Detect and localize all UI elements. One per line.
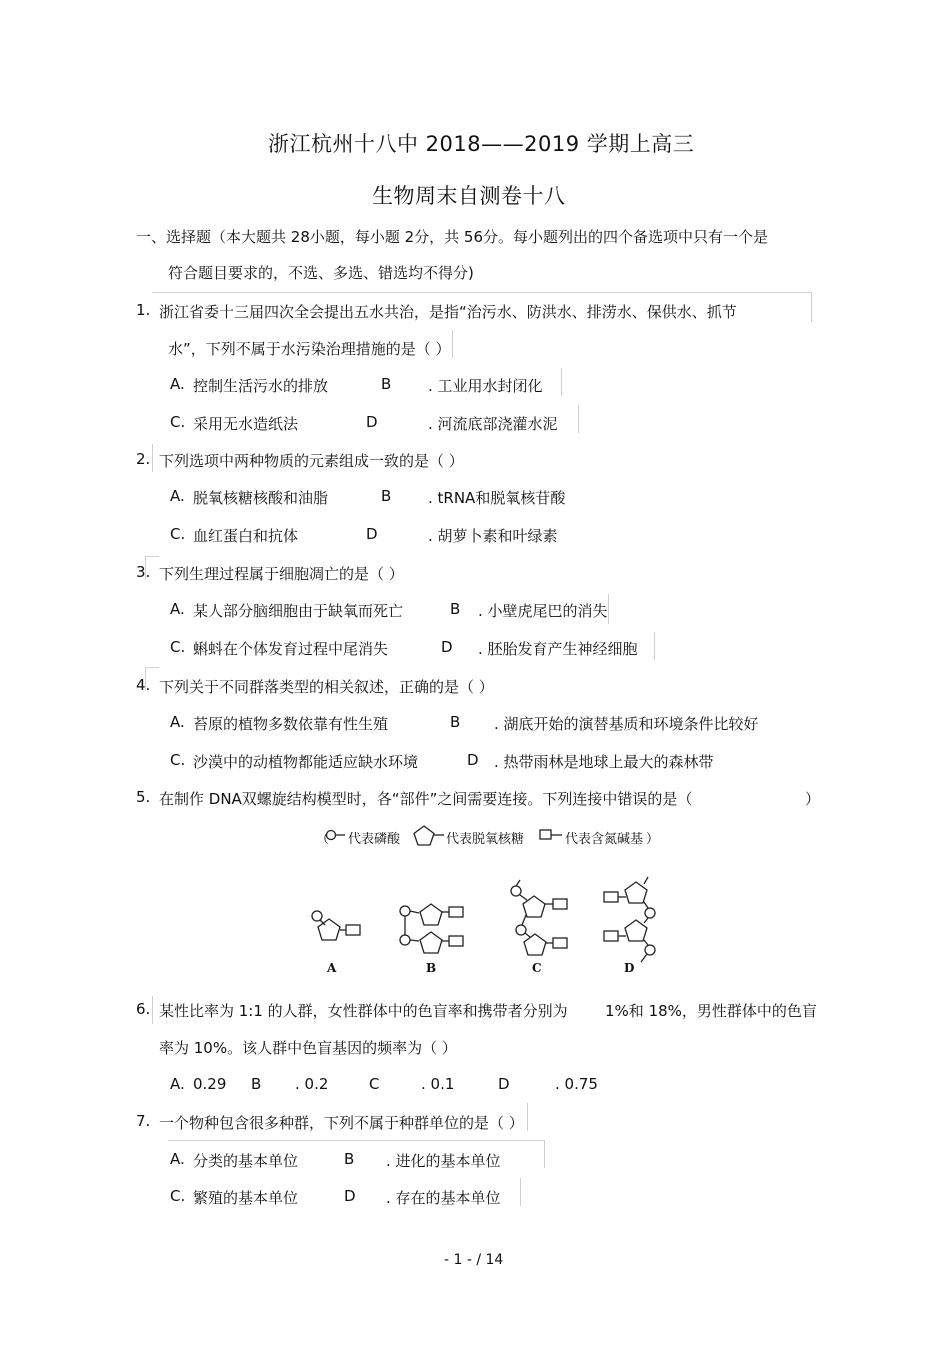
option-letter: C. — [170, 751, 186, 769]
legend-phosphate: 代表磷酸 — [348, 832, 401, 847]
question-number: 6. — [136, 1000, 151, 1018]
legend-square-icon — [540, 830, 562, 839]
question-number: 3. — [136, 563, 151, 581]
question-stem: 在制作 DNA双螺旋结构模型时，各“部件”之间需要连接。下列连接中错误的是（ — [159, 790, 693, 808]
option-letter: D — [441, 638, 453, 656]
option-text: . 湖底开始的演替基质和环境条件比较好 — [494, 715, 759, 733]
option-text: . 0.2 — [295, 1075, 329, 1093]
question-stem: 下列关于不同群落类型的相关叙述，正确的是（ ） — [159, 678, 494, 696]
option-letter: B — [381, 375, 392, 393]
option-text: . 小壁虎尾巴的消失 — [478, 602, 608, 620]
page-subtitle: 生物周末自测卷十八 — [372, 184, 566, 208]
figure-label-c: C — [532, 961, 542, 975]
option-text: . 热带雨林是地球上最大的森林带 — [494, 753, 714, 771]
option-text: . 胚胎发育产生神经细胞 — [478, 640, 638, 658]
question-number: 2. — [136, 450, 151, 468]
option-letter: A. — [170, 1075, 185, 1093]
option-letter: C — [369, 1075, 380, 1093]
question-stem-close: ） — [805, 790, 821, 808]
option-letter: D — [366, 525, 378, 543]
model-c-figure — [511, 880, 567, 955]
question-stem: 下列选项中两种物质的元素组成一致的是（ ） — [159, 452, 464, 470]
option-letter: C. — [170, 525, 186, 543]
legend-paren: ） — [646, 832, 660, 847]
option-text: 采用无水造纸法 — [193, 415, 299, 433]
question-stem: 某性比率为 1:1 的人群，女性群体中的色盲率和携带者分别为 — [159, 1002, 568, 1020]
option-letter: D — [498, 1075, 510, 1093]
option-letter: D — [366, 413, 378, 431]
option-letter: A. — [170, 375, 185, 393]
option-text: . 河流底部浇灌水泥 — [428, 415, 558, 433]
option-text: 苔原的植物多数依靠有性生殖 — [193, 715, 389, 733]
legend-circle-icon — [327, 831, 346, 840]
question-number: 7. — [136, 1112, 151, 1130]
option-letter: B — [450, 713, 461, 731]
legend-paren: （ — [316, 832, 330, 847]
question-stem: 下列生理过程属于细胞凋亡的是（ ） — [159, 565, 404, 583]
option-text: . 0.1 — [421, 1075, 455, 1093]
option-letter: A. — [170, 487, 185, 505]
question-number: 5. — [136, 788, 151, 806]
option-letter: C. — [170, 638, 186, 656]
question-stem: 1%和 18%，男性群体中的色盲 — [605, 1002, 817, 1020]
option-letter: B — [344, 1150, 355, 1168]
question-number: 1. — [136, 301, 151, 319]
question-number: 4. — [136, 676, 151, 694]
option-letter: B — [450, 600, 461, 618]
option-letter: D — [344, 1187, 356, 1205]
option-text: . 进化的基本单位 — [386, 1152, 501, 1170]
option-letter: B — [381, 487, 392, 505]
option-letter: A. — [170, 1150, 185, 1168]
option-letter: C. — [170, 1187, 186, 1205]
option-text: . 工业用水封闭化 — [428, 377, 543, 395]
legend-base: 代表含氮碱基 — [565, 832, 644, 847]
option-text: . 0.75 — [555, 1075, 598, 1093]
option-letter: A. — [170, 713, 185, 731]
option-text: 繁殖的基本单位 — [193, 1189, 299, 1207]
option-text: 沙漠中的动植物都能适应缺水环境 — [193, 753, 419, 771]
model-d-figure — [604, 877, 655, 962]
figure-label-d: D — [624, 961, 635, 975]
question-stem: 浙江省委十三届四次全会提出五水共治，是指“治污水、防洪水、排涝水、保供水、抓节 — [159, 303, 737, 321]
figure-label-b: B — [426, 961, 437, 975]
option-text: 血红蛋白和抗体 — [193, 527, 299, 545]
legend-deoxyribose: 代表脱氧核糖 — [446, 832, 525, 847]
section-note: 符合题目要求的，不选、多选、错选均不得分) — [168, 264, 474, 282]
option-text: . 胡萝卜素和叶绿素 — [428, 527, 558, 545]
option-text: 控制生活污水的排放 — [193, 377, 329, 395]
option-letter: A. — [170, 600, 185, 618]
option-text: 分类的基本单位 — [193, 1152, 299, 1170]
option-letter: B — [251, 1075, 262, 1093]
option-letter: C. — [170, 413, 186, 431]
model-a-figure — [312, 911, 360, 940]
option-text: . 存在的基本单位 — [386, 1189, 501, 1207]
option-text: 脱氧核糖核酸和油脂 — [193, 489, 329, 507]
legend-pentagon-icon — [414, 826, 444, 845]
model-b-figure — [400, 904, 463, 953]
option-text: 某人部分脑细胞由于缺氧而死亡 — [193, 602, 404, 620]
option-text: . tRNA和脱氧核苷酸 — [428, 489, 566, 507]
option-text: 蝌蚪在个体发育过程中尾消失 — [193, 640, 389, 658]
question-stem: 一个物种包含很多种群，下列不属于种群单位的是（ ） — [159, 1114, 524, 1132]
option-letter: D — [467, 751, 479, 769]
section-heading: 一、选择题（本大题共 28小题，每小题 2分，共 56分。每小题列出的四个备选项中只有一个是 — [136, 228, 769, 246]
question-stem: 率为 10%。该人群中色盲基因的频率为（ ） — [159, 1039, 457, 1057]
option-text: 0.29 — [193, 1075, 227, 1093]
page-title: 浙江杭州十八中 2018——2019 学期上高三 — [268, 132, 695, 156]
figure-label-a: A — [327, 961, 337, 975]
question-stem: 水”，下列不属于水污染治理措施的是（ ） — [168, 340, 451, 358]
page-number: - 1 - / 14 — [444, 1252, 504, 1268]
